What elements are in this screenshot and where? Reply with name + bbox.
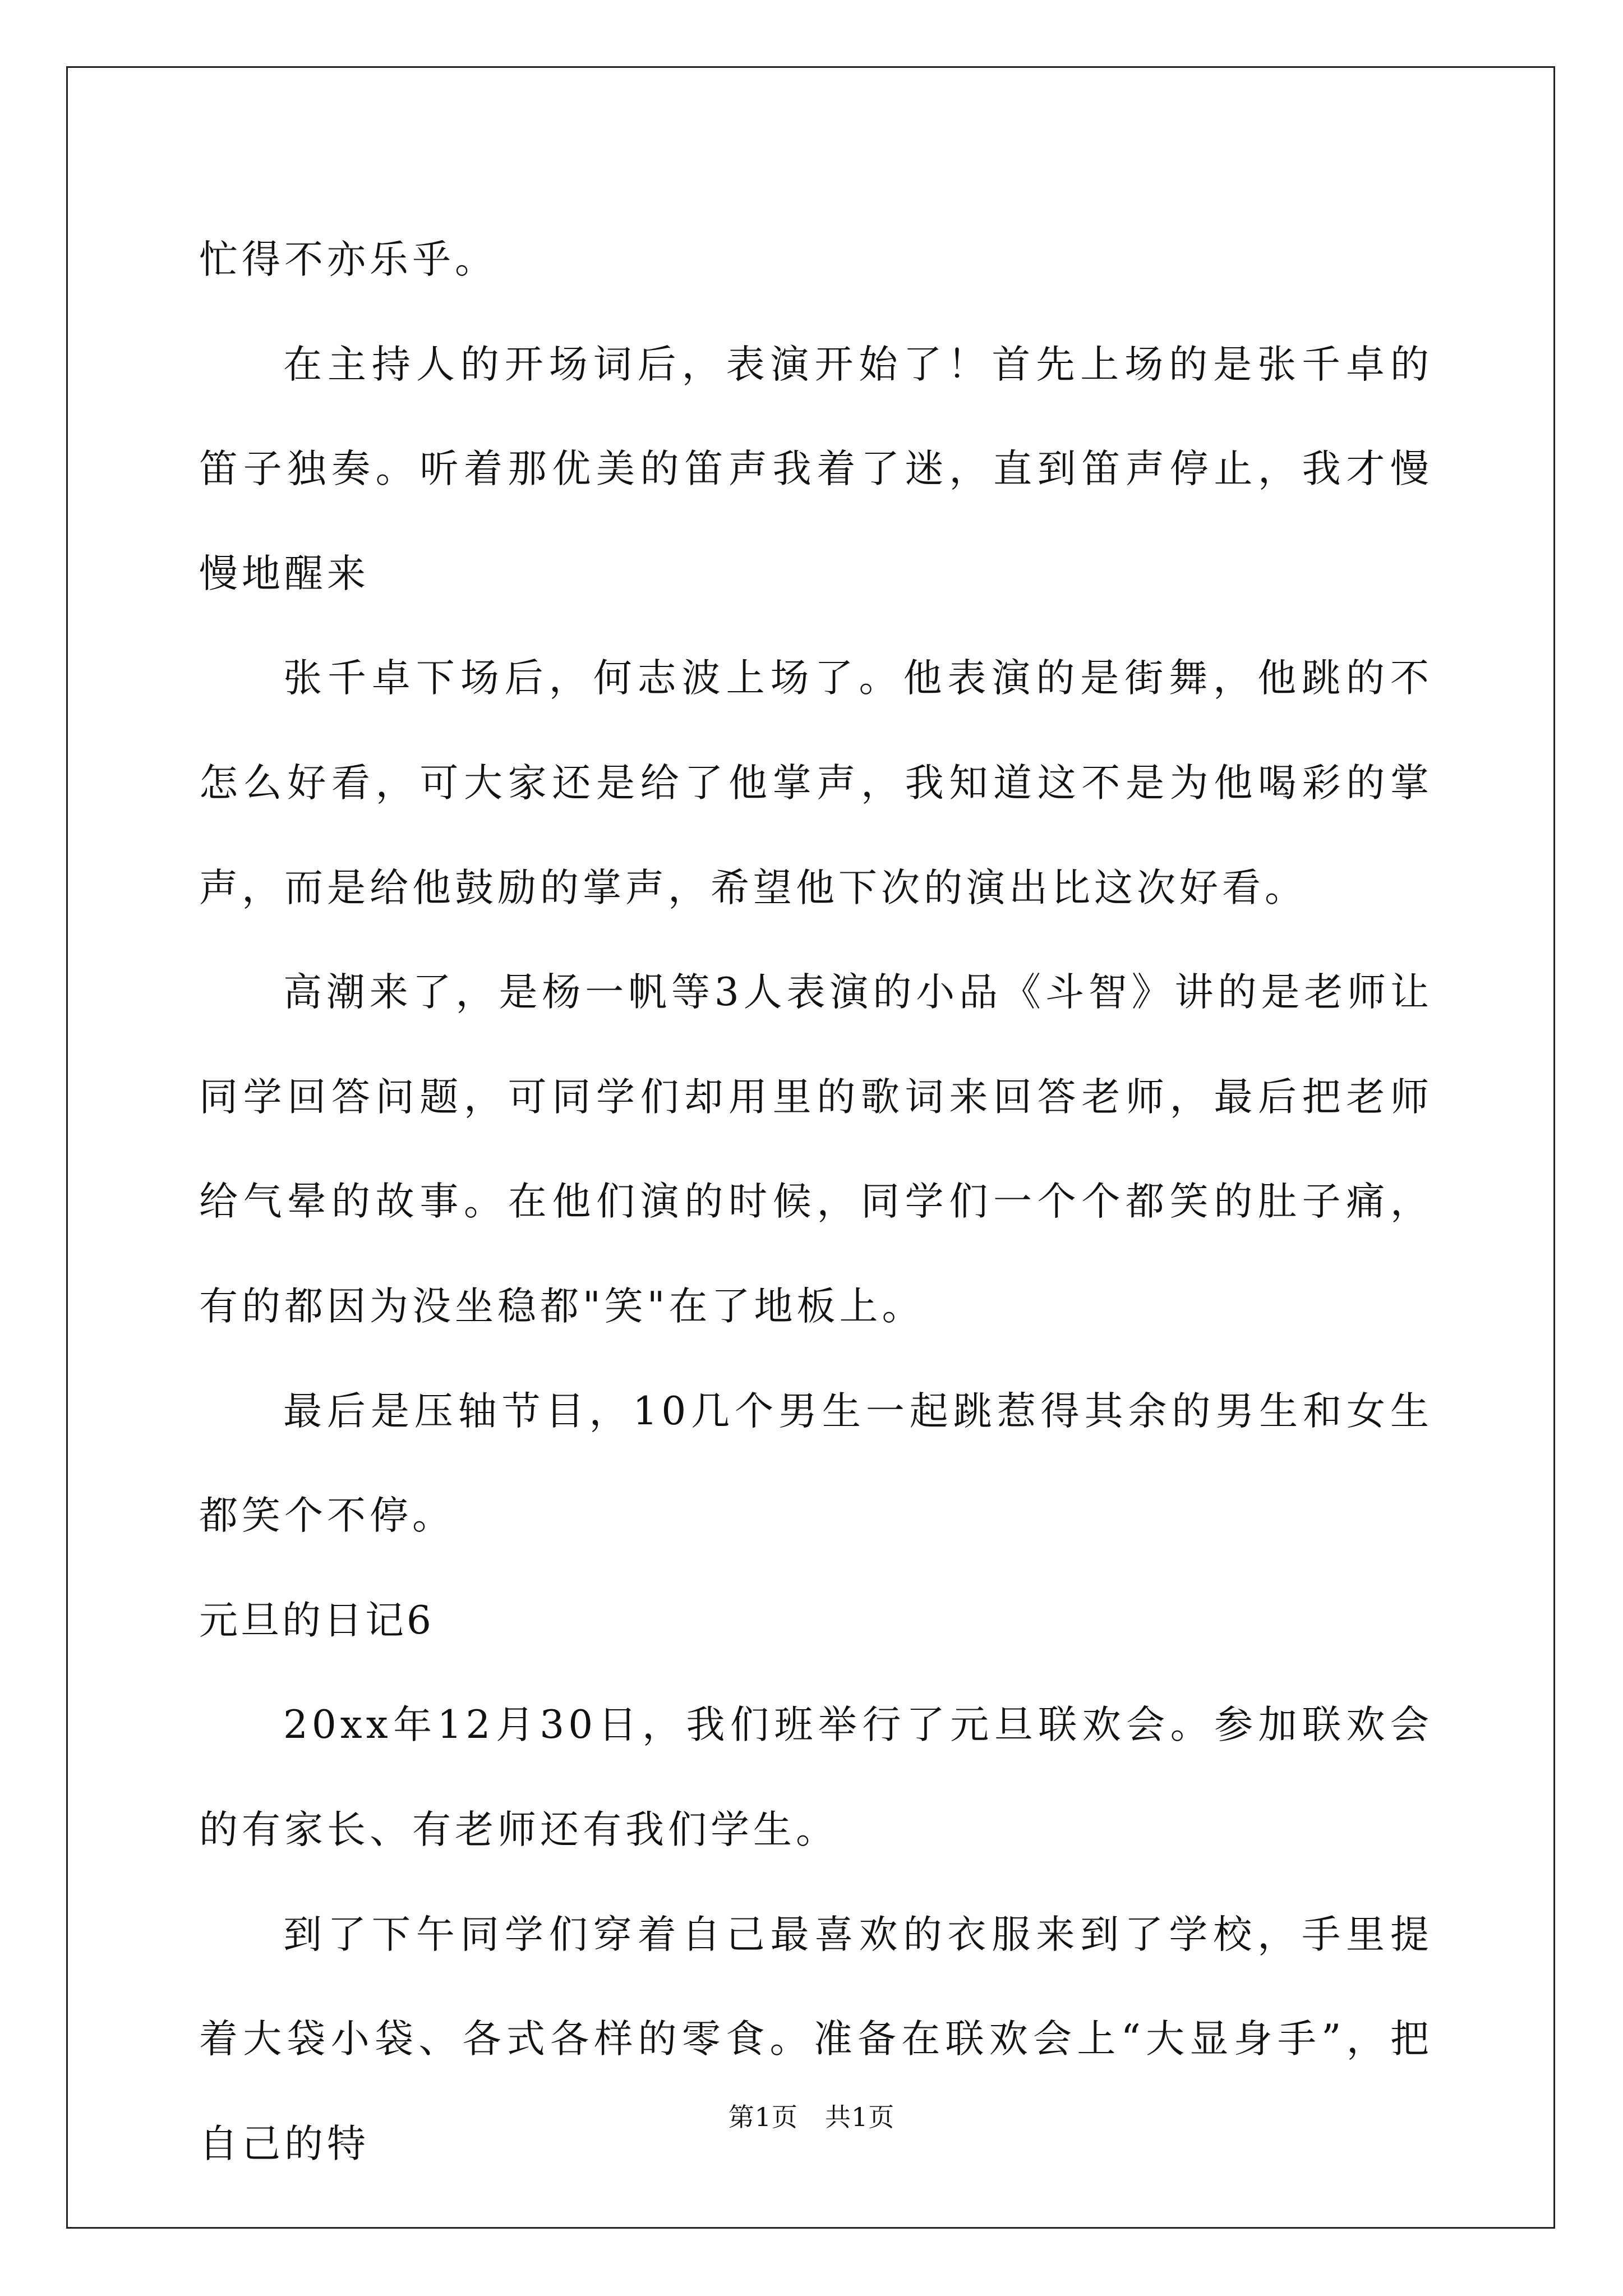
paragraph: 高潮来了，是杨一帆等3人表演的小品《斗智》讲的是老师让同学回答问题，可同学们却用里的歌词来回答老师，最后把老师给气晕的故事。在他们演的时候，同学们一个个都笑的肚子痛，有的都因为没坐稳都"笑"在了地板上。 bbox=[199, 970, 1433, 1329]
document-body bbox=[199, 208, 1433, 2196]
page-number: 第1页 bbox=[728, 2102, 798, 2132]
paragraph: 在主持人的开场词后，表演开始了！首先上场的是张千卓的笛子独奏。听着那优美的笛声我着了迷，直到笛声停止，我才慢慢地醒来 bbox=[199, 342, 1433, 596]
section-heading: 元旦的日记6 bbox=[199, 1598, 434, 1643]
page-footer bbox=[0, 2097, 1623, 2134]
page-total: 共1页 bbox=[825, 2102, 895, 2132]
paragraph: 最后是压轴节目，10几个男生一起跳惹得其余的男生和女生都笑个不停。 bbox=[199, 1388, 1433, 1539]
paragraph: 到了下午同学们穿着自己最喜欢的衣服来到了学校，手里提着大袋小袋、各式各样的零食。准备在联欢会上“大显身手”，把自己的特 bbox=[199, 1912, 1433, 2166]
paragraph: 20xx年12月30日，我们班举行了元旦联欢会。参加联欢会的有家长、有老师还有我们学生。 bbox=[199, 1703, 1433, 1852]
paragraph: 忙得不亦乐乎。 bbox=[199, 237, 497, 282]
paragraph: 张千卓下场后，何志波上场了。他表演的是街舞，他跳的不怎么好看，可大家还是给了他掌声，我知道这不是为他喝彩的掌声，而是给他鼓励的掌声，希望他下次的演出比这次好看。 bbox=[199, 656, 1433, 910]
